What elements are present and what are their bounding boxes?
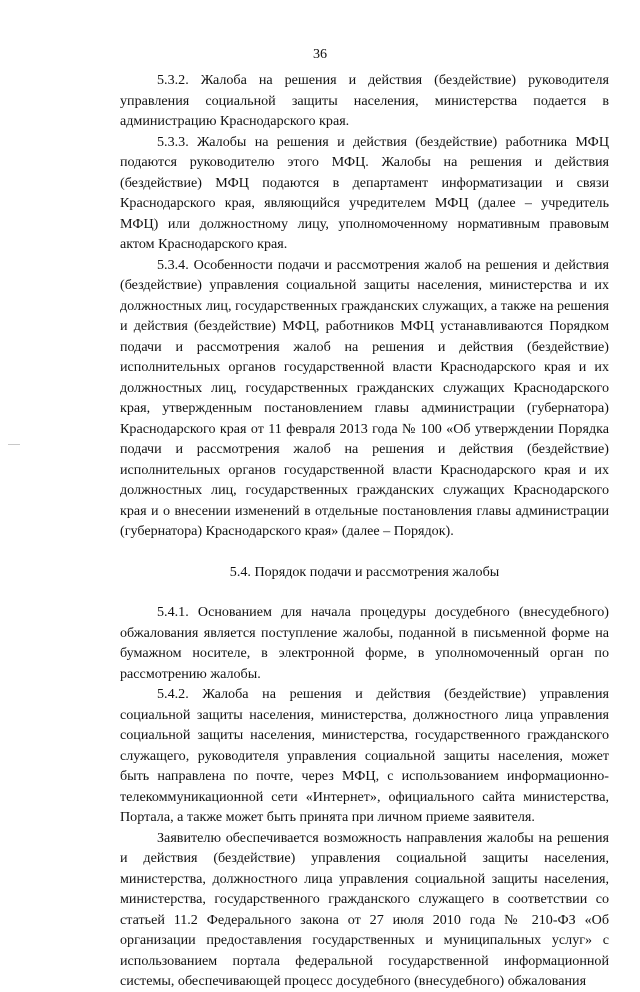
paragraph-5-3-2: 5.3.2. Жалоба на решения и действия (бездействие) руководителя управления социальной защиты населения, министерства подается в администрацию Краснодарского края. bbox=[120, 72, 609, 129]
paragraph-applicant: Заявителю обеспечивается возможность направления жалобы на решения и действия (бездействие) управления социальной защиты населения, министерства, должностного лица управления социальной защиты населения, министерства, государственного гражданского служащего в соответствии со статьей 11.2 Федерального закона от 27 июля 2010 года № 210-ФЗ «Об организации предоставления государственных и муниципальных услуг» с использованием портала федеральной государственной информационной системы, обеспечивающей процесс досудебного (внесудебного) обжалования bbox=[120, 829, 609, 989]
paragraph-5-4-2: 5.4.2. Жалоба на решения и действия (бездействие) управления социальной защиты населения, министерства, должностного лица управления социальной защиты населения, министерства, государственного гражданского служащего, руководителя управления социальной защиты населения, может быть направлена по почте, через МФЦ, с использованием информационно-телекоммуникационной сети «Интернет», официального сайта министерства, Портала, а также может быть принята при личном приеме заявителя. bbox=[120, 686, 609, 825]
paragraph-5-4-1: 5.4.1. Основанием для начала процедуры досудебного (внесудебного) обжалования является поступление жалобы, поданной в письменной форме на бумажном носителе, в электронной форме, в уполномоченный орган по рассмотрению жалобы. bbox=[120, 604, 609, 682]
page-number: 36 bbox=[312, 46, 328, 62]
section-heading: 5.4. Порядок подачи и рассмотрения жалобы bbox=[229, 563, 500, 580]
paragraph-5-3-3: 5.3.3. Жалобы на решения и действия (бездействие) работника МФЦ подаются руководителю этого МФЦ. Жалобы на решения и действия (бездействие) МФЦ подаются в департамент информатизации и связи Краснодарского края, являющийся учредителем МФЦ (далее – учредитель МФЦ) или должностному лицу, уполномоченному нормативным правовым актом Краснодарского края. bbox=[120, 133, 609, 252]
document-body bbox=[120, 70, 609, 992]
margin-mark bbox=[8, 444, 20, 445]
paragraph-5-3-4: 5.3.4. Особенности подачи и рассмотрения жалоб на решения и действия (бездействие) управления социальной защиты населения, министерства и их должностных лиц, государственных гражданских служащих, а также на решения и действия (бездействие) МФЦ, работников МФЦ устанавливаются Порядком подачи и рассмотрения жалоб на решения и действия (бездействие) исполнительных органов государственной власти Краснодарского края и их должностных лиц, государственных гражданских служащих Краснодарского края, утвержденным постановлением главы администрации (губернатора) Краснодарского края от 11 февраля 2013 года № 100 «Об утверждении Порядка подачи и рассмотрения жалоб на решения и действия (бездействие) исполнительных органов государственной власти Краснодарского края и их должностных лиц, государственных гражданских служащих Краснодарского края и о внесении изменений в отдельные постановления главы администрации (губернатора) Краснодарского края» (далее – Порядок). bbox=[120, 256, 609, 539]
